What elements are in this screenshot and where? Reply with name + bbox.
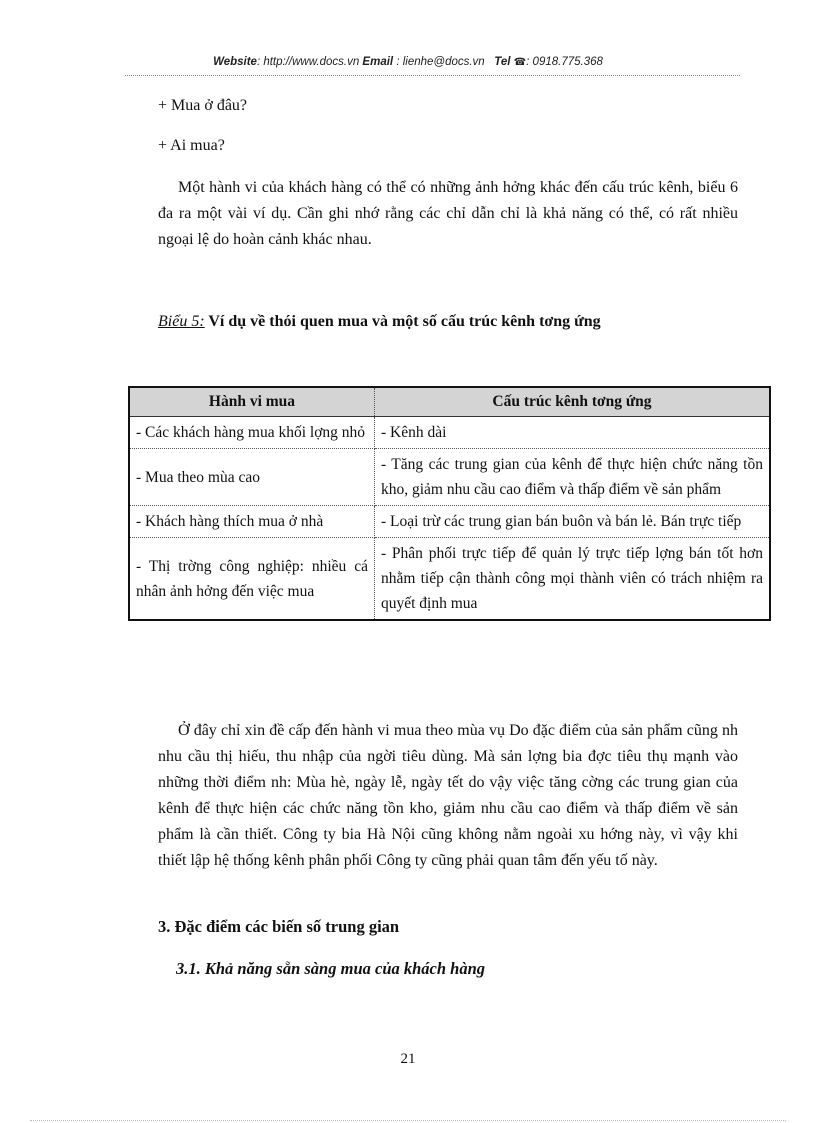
- table-cell: - Phân phối trực tiếp để quản lý trực tiếp lợng bán tốt hơn nhằm tiếp cận thành công mọi thành viên có trách nhiệm ra quyết định mua: [375, 538, 771, 621]
- page-bottom-divider: [30, 1120, 786, 1121]
- page-header: [0, 56, 816, 68]
- table-header-cell: Cấu trúc kênh tơng ứng: [375, 387, 771, 417]
- email-label: Email: [362, 56, 394, 68]
- table-cell: - Khách hàng thích mua ở nhà: [129, 506, 375, 538]
- table-cell: - Tăng các trung gian của kênh để thực hiện chức năng tồn kho, giảm nhu cầu cao điểm và thấp điểm về sản phẩm: [375, 449, 771, 506]
- question-who: + Ai mua?: [158, 137, 225, 154]
- header-divider: [125, 75, 740, 76]
- page-number: 21: [400, 1051, 416, 1067]
- table-row: [129, 449, 770, 506]
- section-heading-3: 3. Đặc điểm các biến số trung gian: [158, 917, 400, 936]
- table-cell: - Kênh dài: [375, 417, 771, 449]
- table-cell: - Loại trừ các trung gian bán buôn và bán lẻ. Bán trực tiếp: [375, 506, 771, 538]
- table-header-row: [129, 387, 770, 417]
- email-value[interactable]: : lienhe@docs.vn: [396, 56, 485, 68]
- paragraph-2: [158, 718, 738, 874]
- paragraph-2-text: Ở đây chỉ xin đề cấp đến hành vi mua theo mùa vụ Do đặc điểm của sản phẩm cũng nh nhu cầu thị hiếu, thu nhập của ngời tiêu dùng. Mà sản lợng bia đợc tiêu thụ mạnh vào những thời điểm nh: Mùa hè, ngày lễ, ngày tết do vậy việc tăng cờng các trung gian của kênh để thực hiện các chức năng tồn kho, giảm nhu cầu cao điểm và thấp điểm về sản phẩm là cần thiết. Công ty bia Hà Nội cũng không nằm ngoài xu hớng này, vì vậy khi thiết lập hệ thống kênh phân phối Công ty cũng phải quan tâm đến yếu tố này.: [158, 722, 738, 869]
- website-value[interactable]: : http://www.docs.vn: [256, 56, 360, 68]
- question-where: + Mua ở đâu?: [158, 97, 248, 114]
- website-label: Website: [213, 56, 257, 68]
- table-cell: - Mua theo mùa cao: [129, 449, 375, 506]
- caption-label: Biểu 5:: [158, 313, 205, 330]
- table-row: [129, 417, 770, 449]
- behavior-table: [128, 386, 771, 621]
- table-header-cell: Hành vi mua: [129, 387, 375, 417]
- table-row: [129, 506, 770, 538]
- paragraph-1: [158, 175, 738, 253]
- section-heading-3-1: 3.1. Khả năng sẵn sàng mua của khách hàng: [176, 959, 486, 978]
- table-cell: - Các khách hàng mua khối lợng nhỏ: [129, 417, 375, 449]
- tel-value: : 0918.775.368: [526, 56, 603, 68]
- table-cell: - Thị trờng công nghiệp: nhiều cá nhân ảnh hởng đến việc mua: [129, 538, 375, 621]
- paragraph-1-text: Một hành vi của khách hàng có thể có những ảnh hởng khác đến cấu trúc kênh, biểu 6 đa ra một vài ví dụ. Cần ghi nhớ rằng các chỉ dẫn chỉ là khả năng có thể, có rất nhiều ngoại lệ do hoàn cảnh khác nhau.: [158, 179, 738, 248]
- table-row: [129, 538, 770, 621]
- caption-text: Ví dụ về thói quen mua và một số cấu trúc kênh tơng ứng: [204, 313, 601, 330]
- table-caption: [158, 313, 601, 331]
- tel-label: Tel: [494, 56, 511, 68]
- phone-icon: ☎: [513, 57, 527, 68]
